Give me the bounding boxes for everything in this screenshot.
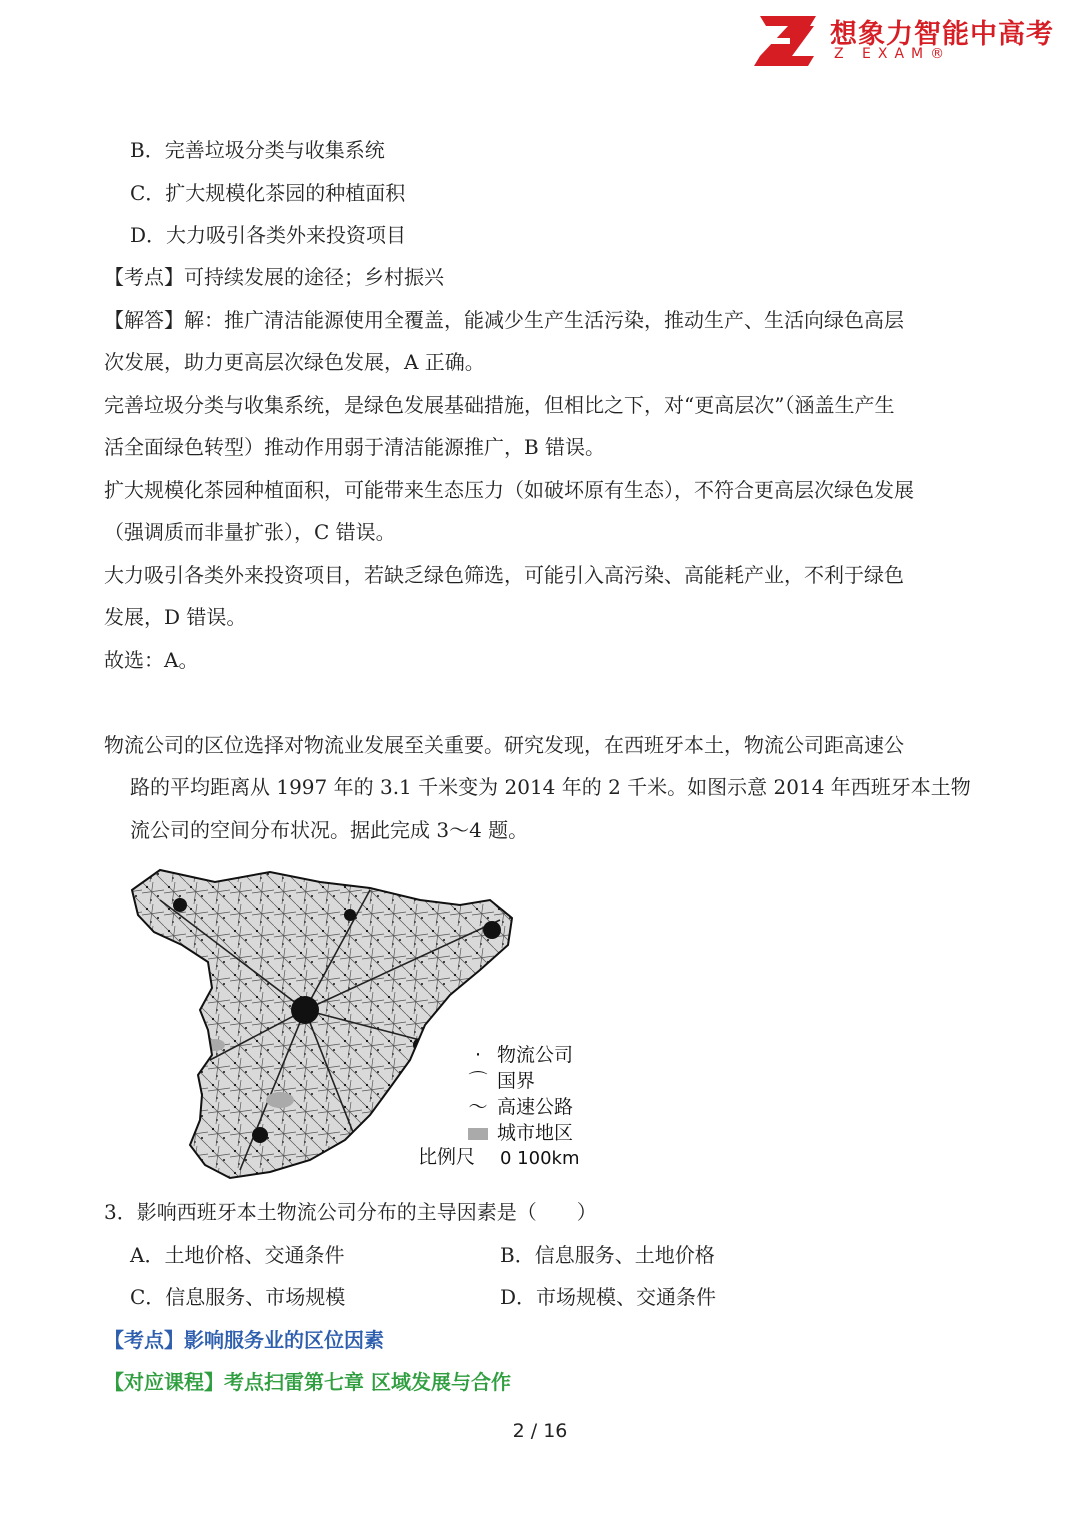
legend-item: 城市地区 <box>465 1118 573 1145</box>
q3-option-d: D．市场规模、交通条件 <box>500 1285 717 1309</box>
scale-value: 0 100km <box>500 1148 580 1169</box>
q2-option-c: C．扩大规模化茶园的种植面积 <box>130 181 406 205</box>
q2-answer-line: 大力吸引各类外来投资项目，若缺乏绿色筛选，可能引入高污染、高能耗产业，不利于绿色 <box>104 563 904 587</box>
q3-course-link[interactable]: 【对应课程】考点扫雷第七章 区域发展与合作 <box>104 1370 511 1394</box>
page-number: 2 / 16 <box>512 1420 568 1442</box>
q2-answer-line: 【解答】解：推广清洁能源使用全覆盖，能减少生产生活污染，推动生产、生活向绿色高层 <box>104 308 904 332</box>
legend-item: ⌒ 国界 <box>465 1066 535 1093</box>
z-exam-logo-icon <box>752 12 822 68</box>
q2-answer-line: 扩大规模化茶园种植面积，可能带来生态压力（如破坏原有生态），不符合更高层次绿色发展 <box>104 478 914 502</box>
legend-item: ～ 高速公路 <box>465 1092 573 1119</box>
q2-answer-line: （强调质而非量扩张），C 错误。 <box>104 520 396 544</box>
q3-kaodian: 【考点】影响服务业的区位因素 <box>104 1328 384 1352</box>
q2-answer-line: 发展，D 错误。 <box>104 605 247 629</box>
q3-option-a: A．土地价格、交通条件 <box>130 1243 345 1267</box>
q3-stem: 3．影响西班牙本土物流公司分布的主导因素是（ ） <box>104 1200 597 1224</box>
q2-option-b: B．完善垃圾分类与收集系统 <box>130 138 385 162</box>
q3-option-b: B．信息服务、土地价格 <box>500 1243 715 1267</box>
q2-option-d: D．大力吸引各类外来投资项目 <box>130 223 407 247</box>
passage-line: 流公司的空间分布状况。据此完成 3～4 题。 <box>130 818 529 842</box>
border-line-icon: ⌒ <box>468 1070 488 1092</box>
urban-area-icon <box>465 1122 491 1144</box>
q2-answer-line: 次发展，助力更高层次绿色发展，A 正确。 <box>104 350 485 374</box>
q2-answer-line: 活全面绿色转型）推动作用弱于清洁能源推广，B 错误。 <box>104 435 606 459</box>
brand-name-cn: 想象力智能中高考 <box>830 19 1054 50</box>
q2-kaodian: 【考点】可持续发展的途径；乡村振兴 <box>104 265 444 289</box>
scale-label: 比例尺 <box>418 1146 476 1168</box>
q2-answer-line: 完善垃圾分类与收集系统，是绿色发展基础措施，但相比之下，对“更高层次”（涵盖生产生 <box>104 393 895 417</box>
passage-line: 路的平均距离从 1997 年的 3.1 千米变为 2014 年的 2 千米。如图示意 2014 年西班牙本土物 <box>130 775 971 799</box>
q2-answer-line: 故选：A。 <box>104 648 199 672</box>
passage-line: 物流公司的区位选择对物流业发展至关重要。研究发现，在西班牙本土，物流公司距高速公 <box>104 733 904 757</box>
q3-option-c: C．信息服务、市场规模 <box>130 1285 346 1309</box>
legend-item: · 物流公司 <box>465 1040 573 1067</box>
dot-icon: · <box>474 1044 482 1066</box>
highway-line-icon: ～ <box>468 1096 488 1118</box>
brand-name-en: Z EXAM® <box>834 46 952 62</box>
header-brand <box>752 10 1062 70</box>
